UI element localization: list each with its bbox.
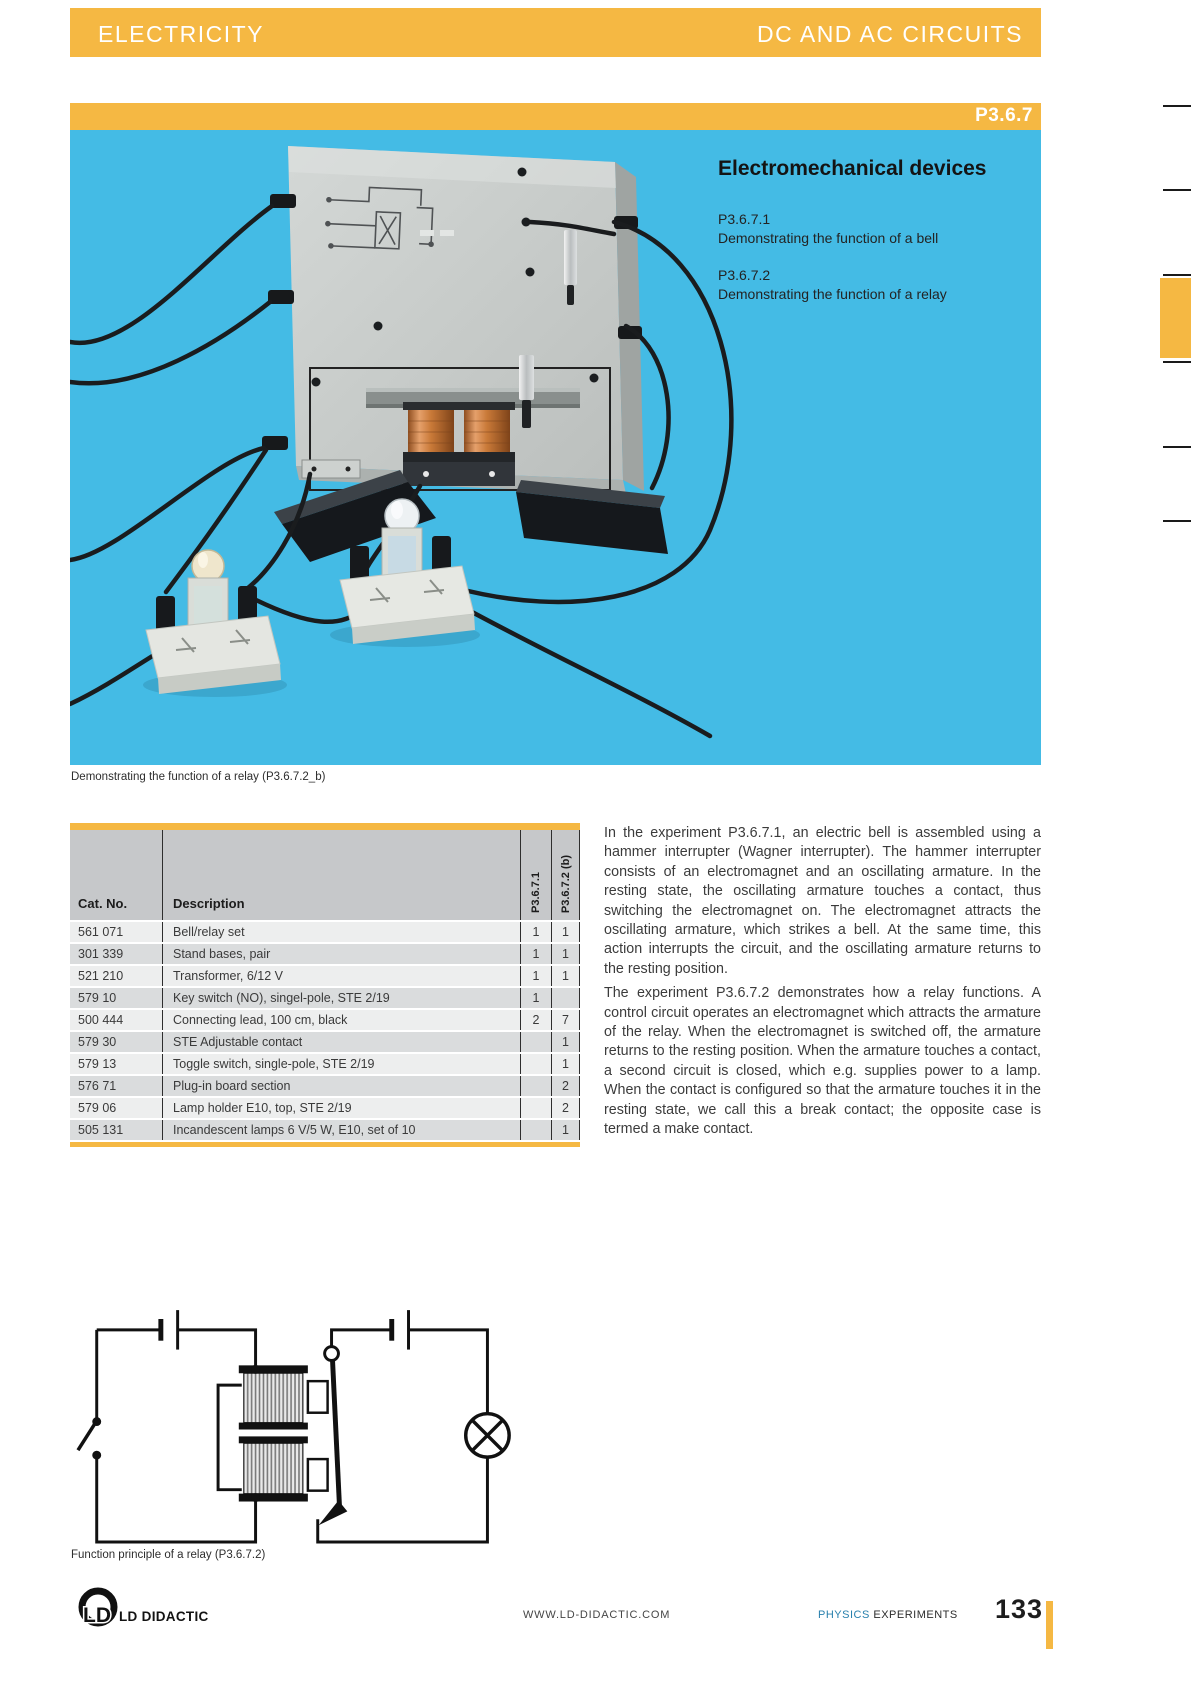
series-physics: PHYSICS	[818, 1609, 870, 1621]
load-circuit	[318, 1310, 509, 1542]
experiment-code: P3.6.7	[975, 105, 1033, 126]
qty-exp2	[551, 988, 580, 1008]
qty-exp1: 2	[520, 1010, 551, 1030]
diagram-caption: Function principle of a relay (P3.6.7.2)	[71, 1549, 266, 1561]
description: Plug-in board section	[162, 1076, 520, 1096]
description: Key switch (NO), singel-pole, STE 2/19	[162, 988, 520, 1008]
description: Transformer, 6/12 V	[162, 966, 520, 986]
qty-exp2: 1	[551, 1032, 580, 1052]
ld-didactic-logo-icon	[74, 1586, 122, 1636]
experiment-1-code: P3.6.7.1	[718, 211, 771, 227]
table-body	[70, 920, 580, 1140]
qty-exp1: 1	[520, 966, 551, 986]
col-header-description: Description	[173, 896, 245, 911]
relay-circuit-diagram	[76, 1310, 520, 1548]
qty-exp1	[520, 1054, 551, 1074]
table-accent-bar-bottom	[70, 1140, 580, 1147]
experiment-2-code: P3.6.7.2	[718, 267, 771, 283]
qty-exp1	[520, 1098, 551, 1118]
print-registration-mark	[1163, 446, 1191, 448]
description: Lamp holder E10, top, STE 2/19	[162, 1098, 520, 1118]
armature	[333, 1360, 340, 1505]
table-row	[70, 1030, 580, 1052]
qty-exp1	[520, 1032, 551, 1052]
experiment-item-1	[718, 210, 938, 248]
qty-exp2: 1	[551, 1120, 580, 1140]
description: Connecting lead, 100 cm, black	[162, 1010, 520, 1030]
table-row	[70, 1052, 580, 1074]
electromagnet-symbol	[218, 1365, 328, 1502]
qty-exp1: 1	[520, 988, 551, 1008]
table-row	[70, 1096, 580, 1118]
experiment-code-bar	[70, 103, 1041, 130]
page-number: 133	[995, 1594, 1044, 1624]
lamp-holder-left	[146, 550, 281, 694]
print-registration-mark	[1163, 361, 1191, 363]
print-registration-mark	[1163, 274, 1191, 276]
table-row	[70, 964, 580, 986]
series-experiments: EXPERIMENTS	[873, 1609, 958, 1621]
table-row	[70, 1074, 580, 1096]
cat-no: 579 13	[78, 1057, 117, 1071]
photo-caption: Demonstrating the function of a relay (P3.6.7.2_b)	[71, 771, 326, 783]
experiment-1-name: Demonstrating the function of a bell	[718, 230, 939, 246]
experiment-item-2	[718, 266, 947, 304]
table-row	[70, 920, 580, 942]
qty-exp2: 1	[551, 1054, 580, 1074]
qty-exp1	[520, 1120, 551, 1140]
qty-exp1: 1	[520, 922, 551, 942]
cat-no: 579 30	[78, 1035, 117, 1049]
cat-no: 576 71	[78, 1079, 117, 1093]
table-row	[70, 942, 580, 964]
qty-exp2: 2	[551, 1098, 580, 1118]
print-registration-mark	[1163, 105, 1191, 107]
description: Incandescent lamps 6 V/5 W, E10, set of 10	[162, 1120, 520, 1140]
paragraph-1: In the experiment P3.6.7.1, an electric bell is assembled using a hammer interrupter (Wagner interrupter). The hammer interrupter consists of an electromagnet and an oscillating armature. In the resting state, the oscillating armature touches a contact, thus switching the electromagnet on. The electromagnet attracts the oscillating armature, which strikes a bell. At the same time, this action interrupts the circuit, and the oscillating armature returns to the resting position.	[604, 825, 1041, 977]
experiment-description	[604, 824, 1041, 1145]
col-header-cat-no: Cat. No.	[78, 896, 128, 911]
website-url: WWW.LD-DIDACTIC.COM	[523, 1609, 671, 1621]
cat-no: 561 071	[78, 925, 124, 939]
cat-no: 579 06	[78, 1101, 117, 1115]
section-thumb-tab	[1160, 278, 1191, 358]
table-row	[70, 1008, 580, 1030]
page-number-accent-bar	[1046, 1601, 1053, 1649]
print-registration-mark	[1163, 189, 1191, 191]
cat-no: 505 131	[78, 1123, 124, 1137]
print-registration-mark	[1163, 520, 1191, 522]
control-circuit	[78, 1310, 256, 1542]
qty-exp2: 2	[551, 1076, 580, 1096]
description: Bell/relay set	[162, 922, 520, 942]
logo-monogram: LD	[83, 1604, 111, 1627]
qty-exp2: 1	[551, 966, 580, 986]
section-label: DC AND AC CIRCUITS	[757, 21, 1023, 47]
cat-no: 579 10	[78, 991, 117, 1005]
table-header-row	[70, 830, 580, 920]
qty-exp1	[520, 1076, 551, 1096]
qty-exp1: 1	[520, 944, 551, 964]
armature-pivot	[325, 1347, 339, 1361]
series-label	[818, 1609, 958, 1621]
table-row	[70, 986, 580, 1008]
qty-exp2: 7	[551, 1010, 580, 1030]
cat-no: 500 444	[78, 1013, 124, 1027]
qty-exp2: 1	[551, 944, 580, 964]
description: Toggle switch, single-pole, STE 2/19	[162, 1054, 520, 1074]
armature-arrowhead	[319, 1501, 348, 1526]
page-header-bar	[70, 8, 1041, 57]
col-header-exp1: P3.6.7.1	[530, 872, 542, 913]
board-label	[440, 230, 454, 236]
page-title: Electromechanical devices	[718, 157, 987, 180]
logo-wordmark: LD DIDACTIC	[119, 1609, 209, 1624]
paragraph-2: The experiment P3.6.7.2 demonstrates how a relay functions. A control circuit operates an electromagnet which attracts the armature of the relay. When the electromagnet is switched off, the armature returns to the resting position. When the armature touches a contact, a second circuit is closed, which e.g. supplies power to a lamp. When the contact is configured so that the armature touches it in the resting state, we call this a break contact; the opposite case is termed a make contact.	[604, 985, 1041, 1138]
qty-exp2: 1	[551, 922, 580, 942]
cat-no: 521 210	[78, 969, 124, 983]
hero-panel	[70, 130, 1041, 765]
experiment-2-name: Demonstrating the function of a relay	[718, 286, 947, 302]
chapter-label: ELECTRICITY	[98, 21, 265, 47]
description: STE Adjustable contact	[162, 1032, 520, 1052]
equipment-table	[70, 823, 580, 1147]
col-header-exp2: P3.6.7.2 (b)	[559, 854, 572, 913]
board-label	[420, 230, 434, 236]
cat-no: 301 339	[78, 947, 124, 961]
table-accent-bar-top	[70, 823, 580, 830]
description: Stand bases, pair	[162, 944, 520, 964]
table-row	[70, 1118, 580, 1140]
